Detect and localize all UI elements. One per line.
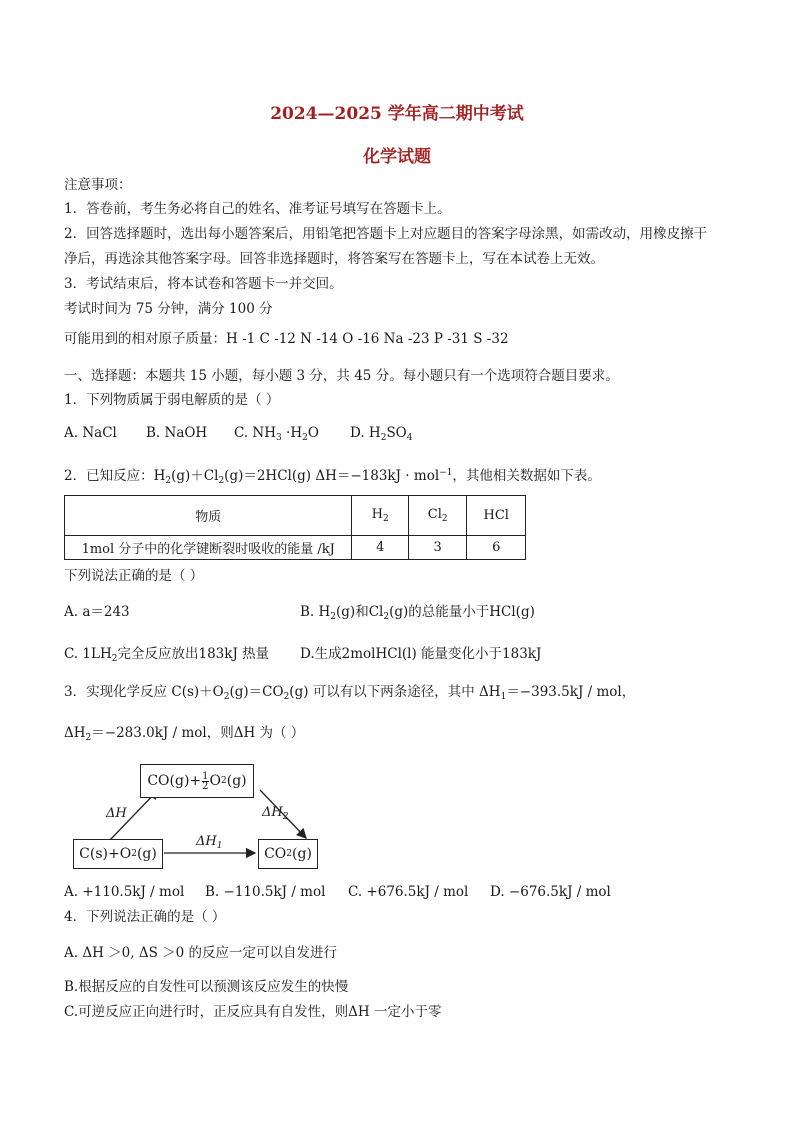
q3-option-c: C. +676.5kJ / mol <box>348 884 469 900</box>
table-cell-h2: 4 <box>352 536 408 560</box>
q2-option-d: D.生成2molHCl(l) 能量变化小于183kJ <box>300 646 542 662</box>
notice-heading: 注意事项： <box>64 177 132 193</box>
table-header-substance: 物质 <box>65 496 352 536</box>
product-box: CO 2 (g) <box>258 839 318 869</box>
q4-option-c: C.可逆反应正向进行时，正反应具有自发性，则ΔH 一定小于零 <box>64 1004 442 1020</box>
q2-option-b: B. $H_2(g)$和$Cl_2(g)$的总能量小于HCl(g) <box>300 604 535 622</box>
q3-stem-line2: $\Delta H_2=-283.0kJ$ / mol，则ΔH 为（ ） <box>64 725 305 743</box>
table-header-cl2: $Cl_2$ <box>408 496 466 536</box>
table-header-h2: $H_2$ <box>352 496 408 536</box>
q3-option-a: A. +110.5kJ / mol <box>64 884 185 900</box>
q2-ask: 下列说法正确的是（ ） <box>64 568 204 584</box>
q4-option-b: B.根据反应的自发性可以预测该反应发生的快慢 <box>64 979 349 995</box>
q1-option-c: C. $NH_3 \cdot H_2O$ <box>234 425 319 443</box>
table-row-label: 1mol 分子中的化学键断裂时吸收的能量 /kJ <box>65 536 352 560</box>
q3-stem: 3．实现化学反应 $C(s)+O_2(g)=CO_2(g)$ 可以有以下两条途径，其中 $\Delta H_1=-393.5kJ$ / mol， <box>64 684 636 702</box>
notice-item-3: 3．考试结束后，将本试卷和答题卡一并交回。 <box>64 276 343 292</box>
q4-option-a: A. ΔH ＞0, ΔS ＞0 的反应一定可以自发进行 <box>64 945 337 961</box>
q1-option-b: B. NaOH <box>146 425 208 441</box>
q1-option-a: A. NaCl <box>64 425 117 441</box>
q3-option-d: D. −676.5kJ / mol <box>490 884 611 900</box>
table-cell-hcl: 6 <box>467 536 526 560</box>
intermediate-box: CO(g)+ $\frac{1}{2}$ O 2 (g) <box>140 764 254 798</box>
q3-option-b: B. −110.5kJ / mol <box>205 884 326 900</box>
notice-item-2: 2．回答选择题时，选出每小题答案后，用铅笔把答题卡上对应题目的答案字母涂黑，如需改动，用橡皮擦干 <box>64 226 708 242</box>
atomic-mass: 可能用到的相对原子质量：H -1 C -12 N -14 O -16 Na -23 P -31 S -32 <box>64 331 509 347</box>
half-fraction: $\frac{1}{2}$ <box>202 770 209 792</box>
notice-item-1: 1．答卷前，考生务必将自己的姓名、准考证号填写在答题卡上。 <box>64 201 451 217</box>
exam-time: 考试时间为 75 分钟，满分 100 分 <box>64 301 273 317</box>
notice-item-2-cont: 净后，再选涂其他答案字母。回答非选择题时，将答案写在答题卡上，写在本试卷上无效。 <box>64 251 604 267</box>
section-heading: 一、选择题：本题共 15 小题，每小题 3 分，共 45 分。每小题只有一个选项符合题目要求。 <box>64 368 619 384</box>
exam-subtitle: 化学试题 <box>363 147 431 167</box>
table-header-hcl: HCl <box>467 496 526 536</box>
label-dh: ΔH <box>106 806 127 821</box>
q2-option-c: C. $1LH_2$完全反应放出183kJ 热量 <box>64 646 270 664</box>
label-dh2: $\Delta H_2$ <box>262 805 289 822</box>
exam-title: 2024—2025 学年高二期中考试 <box>270 104 524 124</box>
q2-option-a: A. a＝243 <box>64 604 130 620</box>
q1-option-d: D. $H_2SO_4$ <box>350 425 413 443</box>
reactant-box: C(s)+O 2 (g) <box>73 839 163 869</box>
q4-stem: 4．下列说法正确的是（ ） <box>64 909 226 925</box>
table-cell-cl2: 3 <box>408 536 466 560</box>
label-dh1: $\Delta H_1$ <box>196 834 223 851</box>
q1-stem: 1．下列物质属于弱电解质的是（ ） <box>64 392 280 408</box>
bond-energy-table <box>64 495 526 560</box>
q2-stem: 2．已知反应：$H_2(g)+Cl_2(g)=2HCl(g) \Delta H=-183kJ \cdot mol^{-1}$，其他相关数据如下表。 <box>64 468 601 486</box>
